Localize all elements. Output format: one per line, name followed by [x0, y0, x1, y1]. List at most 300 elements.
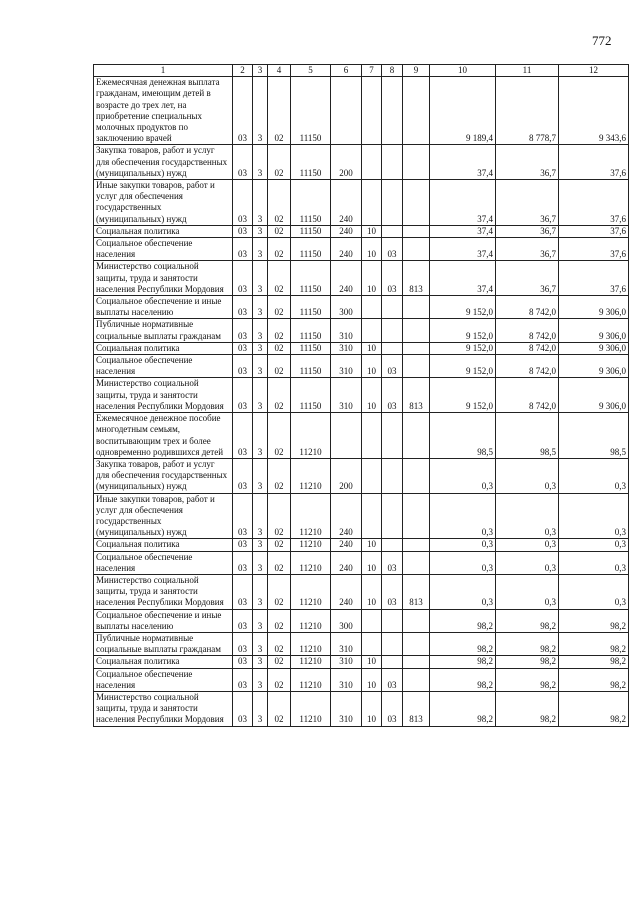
cell-c2: 03	[233, 413, 253, 459]
cell-c8	[382, 180, 403, 226]
cell-c12: 98,2	[559, 691, 629, 726]
cell-c2: 03	[233, 632, 253, 655]
cell-c7: 10	[362, 656, 382, 668]
row-name: Ежемесячная денежная выплата гражданам, имеющим детей в возрасте до трех лет, на приобретение специальных молочных продуктов по заключению врачей	[94, 77, 233, 145]
cell-c5: 11150	[291, 77, 331, 145]
cell-c11: 8 742,0	[496, 355, 559, 378]
cell-c12: 0,3	[559, 551, 629, 574]
cell-c3: 3	[253, 632, 268, 655]
cell-c8: 03	[382, 551, 403, 574]
cell-c2: 03	[233, 342, 253, 354]
cell-c9	[403, 342, 430, 354]
cell-c6: 240	[331, 574, 362, 609]
cell-c11: 36,7	[496, 225, 559, 237]
cell-c8	[382, 342, 403, 354]
cell-c3: 3	[253, 355, 268, 378]
cell-c6: 310	[331, 378, 362, 413]
cell-c10: 9 152,0	[430, 319, 496, 342]
row-name: Иные закупки товаров, работ и услуг для обеспечения государственных (муниципальных) нужд	[94, 493, 233, 539]
cell-c4: 02	[268, 77, 291, 145]
column-header: 12	[559, 65, 629, 77]
cell-c7	[362, 145, 382, 180]
cell-c5: 11150	[291, 180, 331, 226]
cell-c8	[382, 632, 403, 655]
cell-c8	[382, 413, 403, 459]
cell-c8	[382, 319, 403, 342]
cell-c11: 8 742,0	[496, 342, 559, 354]
table-row	[94, 378, 629, 413]
cell-c4: 02	[268, 632, 291, 655]
table-row	[94, 225, 629, 237]
cell-c3: 3	[253, 319, 268, 342]
row-name: Министерство социальной защиты, труда и занятости населения Республики Мордовия	[94, 691, 233, 726]
cell-c6: 310	[331, 342, 362, 354]
cell-c2: 03	[233, 238, 253, 261]
cell-c4: 02	[268, 668, 291, 691]
row-name: Министерство социальной защиты, труда и занятости населения Республики Мордовия	[94, 378, 233, 413]
cell-c12: 9 306,0	[559, 342, 629, 354]
cell-c9	[403, 355, 430, 378]
cell-c8	[382, 609, 403, 632]
cell-c7	[362, 413, 382, 459]
cell-c8	[382, 145, 403, 180]
row-name: Министерство социальной защиты, труда и занятости населения Республики Мордовия	[94, 574, 233, 609]
column-header: 5	[291, 65, 331, 77]
cell-c11: 98,2	[496, 609, 559, 632]
cell-c12: 98,2	[559, 609, 629, 632]
cell-c3: 3	[253, 180, 268, 226]
cell-c10: 37,4	[430, 225, 496, 237]
cell-c4: 02	[268, 609, 291, 632]
cell-c6: 310	[331, 691, 362, 726]
table-row	[94, 632, 629, 655]
cell-c6: 240	[331, 539, 362, 551]
table-row	[94, 609, 629, 632]
cell-c5: 11210	[291, 656, 331, 668]
cell-c2: 03	[233, 378, 253, 413]
cell-c5: 11150	[291, 145, 331, 180]
cell-c8	[382, 458, 403, 493]
cell-c10: 98,2	[430, 668, 496, 691]
cell-c11: 98,2	[496, 668, 559, 691]
cell-c9	[403, 238, 430, 261]
cell-c3: 3	[253, 145, 268, 180]
cell-c2: 03	[233, 355, 253, 378]
cell-c3: 3	[253, 493, 268, 539]
page-number: 772	[592, 33, 612, 48]
cell-c7: 10	[362, 355, 382, 378]
table-row	[94, 539, 629, 551]
header-row	[94, 65, 629, 77]
cell-c7	[362, 77, 382, 145]
row-name: Социальное обеспечение населения	[94, 551, 233, 574]
cell-c4: 02	[268, 145, 291, 180]
cell-c10: 9 152,0	[430, 342, 496, 354]
cell-c2: 03	[233, 539, 253, 551]
cell-c3: 3	[253, 77, 268, 145]
cell-c7: 10	[362, 539, 382, 551]
row-name: Социальная политика	[94, 342, 233, 354]
cell-c10: 98,2	[430, 656, 496, 668]
cell-c5: 11210	[291, 691, 331, 726]
cell-c10: 37,4	[430, 145, 496, 180]
cell-c12: 9 306,0	[559, 378, 629, 413]
cell-c12: 37,6	[559, 261, 629, 296]
cell-c11: 36,7	[496, 145, 559, 180]
cell-c12: 37,6	[559, 145, 629, 180]
cell-c12: 98,2	[559, 668, 629, 691]
cell-c10: 9 152,0	[430, 296, 496, 319]
cell-c6: 240	[331, 180, 362, 226]
cell-c3: 3	[253, 238, 268, 261]
cell-c11: 98,2	[496, 691, 559, 726]
cell-c3: 3	[253, 656, 268, 668]
cell-c10: 98,5	[430, 413, 496, 459]
cell-c9	[403, 145, 430, 180]
cell-c8: 03	[382, 691, 403, 726]
cell-c9	[403, 296, 430, 319]
column-header: 6	[331, 65, 362, 77]
cell-c4: 02	[268, 656, 291, 668]
cell-c11: 0,3	[496, 574, 559, 609]
cell-c9	[403, 77, 430, 145]
cell-c5: 11210	[291, 574, 331, 609]
cell-c12: 98,5	[559, 413, 629, 459]
cell-c6: 300	[331, 296, 362, 319]
column-header: 8	[382, 65, 403, 77]
cell-c4: 02	[268, 458, 291, 493]
table-row	[94, 77, 629, 145]
row-name: Публичные нормативные социальные выплаты гражданам	[94, 632, 233, 655]
table-row	[94, 551, 629, 574]
cell-c7: 10	[362, 261, 382, 296]
table-row	[94, 691, 629, 726]
cell-c2: 03	[233, 668, 253, 691]
cell-c3: 3	[253, 458, 268, 493]
cell-c2: 03	[233, 180, 253, 226]
table-row	[94, 180, 629, 226]
budget-table	[93, 64, 629, 727]
cell-c9: 813	[403, 574, 430, 609]
table-row	[94, 319, 629, 342]
cell-c8: 03	[382, 261, 403, 296]
cell-c12: 37,6	[559, 238, 629, 261]
cell-c7	[362, 296, 382, 319]
cell-c12: 37,6	[559, 225, 629, 237]
cell-c12: 9 343,6	[559, 77, 629, 145]
cell-c11: 98,2	[496, 632, 559, 655]
cell-c12: 9 306,0	[559, 355, 629, 378]
table-row	[94, 656, 629, 668]
cell-c8: 03	[382, 378, 403, 413]
table-row	[94, 668, 629, 691]
cell-c4: 02	[268, 296, 291, 319]
cell-c10: 98,2	[430, 632, 496, 655]
cell-c5: 11210	[291, 458, 331, 493]
column-header: 7	[362, 65, 382, 77]
cell-c7	[362, 319, 382, 342]
column-header: 9	[403, 65, 430, 77]
cell-c6: 240	[331, 493, 362, 539]
cell-c12: 9 306,0	[559, 296, 629, 319]
table-row	[94, 493, 629, 539]
cell-c5: 11210	[291, 609, 331, 632]
cell-c5: 11150	[291, 261, 331, 296]
cell-c11: 36,7	[496, 180, 559, 226]
row-name: Социальное обеспечение и иные выплаты населению	[94, 609, 233, 632]
cell-c12: 0,3	[559, 493, 629, 539]
cell-c6	[331, 413, 362, 459]
cell-c2: 03	[233, 691, 253, 726]
cell-c4: 02	[268, 261, 291, 296]
cell-c11: 0,3	[496, 551, 559, 574]
row-name: Социальная политика	[94, 225, 233, 237]
cell-c3: 3	[253, 539, 268, 551]
row-name: Ежемесячное денежное пособие многодетным семьям, воспитывающим трех и более одновременно родившихся детей	[94, 413, 233, 459]
cell-c9	[403, 180, 430, 226]
column-header: 3	[253, 65, 268, 77]
cell-c5: 11150	[291, 378, 331, 413]
cell-c7	[362, 493, 382, 539]
cell-c3: 3	[253, 413, 268, 459]
cell-c9	[403, 493, 430, 539]
cell-c10: 9 152,0	[430, 378, 496, 413]
cell-c8: 03	[382, 355, 403, 378]
row-name: Социальное обеспечение населения	[94, 355, 233, 378]
cell-c12: 98,2	[559, 632, 629, 655]
row-name: Социальная политика	[94, 656, 233, 668]
cell-c6: 310	[331, 355, 362, 378]
cell-c7: 10	[362, 551, 382, 574]
row-name: Социальное обеспечение и иные выплаты населению	[94, 296, 233, 319]
row-name: Социальная политика	[94, 539, 233, 551]
cell-c6: 200	[331, 458, 362, 493]
cell-c10: 37,4	[430, 180, 496, 226]
cell-c8	[382, 296, 403, 319]
cell-c9	[403, 551, 430, 574]
cell-c12: 0,3	[559, 539, 629, 551]
cell-c5: 11210	[291, 668, 331, 691]
cell-c7: 10	[362, 342, 382, 354]
table-row	[94, 355, 629, 378]
cell-c7: 10	[362, 238, 382, 261]
cell-c11: 36,7	[496, 238, 559, 261]
cell-c3: 3	[253, 574, 268, 609]
cell-c2: 03	[233, 145, 253, 180]
cell-c7: 10	[362, 691, 382, 726]
cell-c7: 10	[362, 574, 382, 609]
cell-c11: 0,3	[496, 539, 559, 551]
table-row	[94, 145, 629, 180]
cell-c5: 11150	[291, 296, 331, 319]
cell-c2: 03	[233, 493, 253, 539]
cell-c10: 9 189,4	[430, 77, 496, 145]
cell-c8: 03	[382, 668, 403, 691]
cell-c12: 37,6	[559, 180, 629, 226]
cell-c6: 200	[331, 145, 362, 180]
cell-c4: 02	[268, 355, 291, 378]
cell-c2: 03	[233, 261, 253, 296]
table-row	[94, 238, 629, 261]
cell-c7	[362, 180, 382, 226]
table-row	[94, 261, 629, 296]
cell-c7: 10	[362, 378, 382, 413]
cell-c12: 98,2	[559, 656, 629, 668]
cell-c2: 03	[233, 609, 253, 632]
cell-c3: 3	[253, 609, 268, 632]
cell-c4: 02	[268, 413, 291, 459]
row-name: Публичные нормативные социальные выплаты гражданам	[94, 319, 233, 342]
cell-c6: 240	[331, 261, 362, 296]
table-row	[94, 296, 629, 319]
row-name: Социальное обеспечение населения	[94, 238, 233, 261]
cell-c9	[403, 668, 430, 691]
cell-c8	[382, 539, 403, 551]
table-body	[94, 77, 629, 726]
cell-c8	[382, 656, 403, 668]
cell-c5: 11150	[291, 238, 331, 261]
cell-c8: 03	[382, 238, 403, 261]
cell-c6: 310	[331, 668, 362, 691]
cell-c9	[403, 319, 430, 342]
cell-c9	[403, 539, 430, 551]
cell-c4: 02	[268, 238, 291, 261]
cell-c4: 02	[268, 225, 291, 237]
cell-c11: 0,3	[496, 458, 559, 493]
cell-c12: 0,3	[559, 458, 629, 493]
cell-c2: 03	[233, 551, 253, 574]
cell-c9	[403, 609, 430, 632]
cell-c5: 11150	[291, 355, 331, 378]
cell-c8	[382, 77, 403, 145]
cell-c3: 3	[253, 691, 268, 726]
cell-c6: 240	[331, 225, 362, 237]
cell-c11: 36,7	[496, 261, 559, 296]
cell-c9	[403, 458, 430, 493]
cell-c9	[403, 632, 430, 655]
cell-c4: 02	[268, 180, 291, 226]
cell-c5: 11210	[291, 551, 331, 574]
cell-c11: 98,5	[496, 413, 559, 459]
cell-c2: 03	[233, 574, 253, 609]
cell-c2: 03	[233, 458, 253, 493]
cell-c2: 03	[233, 296, 253, 319]
cell-c7	[362, 632, 382, 655]
cell-c5: 11210	[291, 493, 331, 539]
cell-c3: 3	[253, 261, 268, 296]
cell-c4: 02	[268, 551, 291, 574]
cell-c8	[382, 225, 403, 237]
cell-c2: 03	[233, 319, 253, 342]
cell-c9: 813	[403, 691, 430, 726]
cell-c6: 240	[331, 238, 362, 261]
row-name: Закупка товаров, работ и услуг для обеспечения государственных (муниципальных) нужд	[94, 458, 233, 493]
cell-c9	[403, 656, 430, 668]
cell-c5: 11210	[291, 413, 331, 459]
table-header	[94, 65, 629, 77]
cell-c2: 03	[233, 225, 253, 237]
cell-c11: 8 778,7	[496, 77, 559, 145]
cell-c10: 98,2	[430, 691, 496, 726]
cell-c6: 310	[331, 656, 362, 668]
cell-c7: 10	[362, 225, 382, 237]
row-name: Социальное обеспечение населения	[94, 668, 233, 691]
cell-c5: 11150	[291, 342, 331, 354]
cell-c6: 310	[331, 319, 362, 342]
cell-c5: 11210	[291, 632, 331, 655]
cell-c7: 10	[362, 668, 382, 691]
row-name: Министерство социальной защиты, труда и занятости населения Республики Мордовия	[94, 261, 233, 296]
cell-c10: 98,2	[430, 609, 496, 632]
cell-c4: 02	[268, 574, 291, 609]
cell-c4: 02	[268, 342, 291, 354]
cell-c6	[331, 77, 362, 145]
column-header: 10	[430, 65, 496, 77]
cell-c3: 3	[253, 668, 268, 691]
cell-c8	[382, 493, 403, 539]
cell-c10: 37,4	[430, 261, 496, 296]
cell-c5: 11150	[291, 225, 331, 237]
cell-c9: 813	[403, 378, 430, 413]
cell-c3: 3	[253, 551, 268, 574]
cell-c6: 310	[331, 632, 362, 655]
cell-c10: 9 152,0	[430, 355, 496, 378]
cell-c7	[362, 609, 382, 632]
column-header: 1	[94, 65, 233, 77]
table-row	[94, 458, 629, 493]
cell-c4: 02	[268, 319, 291, 342]
row-name: Закупка товаров, работ и услуг для обеспечения государственных (муниципальных) нужд	[94, 145, 233, 180]
cell-c9	[403, 225, 430, 237]
cell-c12: 9 306,0	[559, 319, 629, 342]
cell-c4: 02	[268, 493, 291, 539]
cell-c3: 3	[253, 342, 268, 354]
cell-c3: 3	[253, 225, 268, 237]
row-name: Иные закупки товаров, работ и услуг для обеспечения государственных (муниципальных) нужд	[94, 180, 233, 226]
column-header: 4	[268, 65, 291, 77]
cell-c9: 813	[403, 261, 430, 296]
cell-c8: 03	[382, 574, 403, 609]
cell-c4: 02	[268, 539, 291, 551]
column-header: 11	[496, 65, 559, 77]
cell-c10: 37,4	[430, 238, 496, 261]
cell-c11: 8 742,0	[496, 296, 559, 319]
cell-c3: 3	[253, 378, 268, 413]
cell-c6: 240	[331, 551, 362, 574]
table-row	[94, 413, 629, 459]
cell-c10: 0,3	[430, 458, 496, 493]
cell-c2: 03	[233, 77, 253, 145]
cell-c7	[362, 458, 382, 493]
cell-c5: 11150	[291, 319, 331, 342]
column-header: 2	[233, 65, 253, 77]
table-row	[94, 574, 629, 609]
cell-c10: 0,3	[430, 551, 496, 574]
cell-c4: 02	[268, 691, 291, 726]
cell-c6: 300	[331, 609, 362, 632]
cell-c3: 3	[253, 296, 268, 319]
cell-c10: 0,3	[430, 574, 496, 609]
cell-c5: 11210	[291, 539, 331, 551]
cell-c10: 0,3	[430, 493, 496, 539]
cell-c2: 03	[233, 656, 253, 668]
cell-c9	[403, 413, 430, 459]
cell-c11: 0,3	[496, 493, 559, 539]
cell-c11: 98,2	[496, 656, 559, 668]
cell-c4: 02	[268, 378, 291, 413]
cell-c11: 8 742,0	[496, 319, 559, 342]
table-row	[94, 342, 629, 354]
